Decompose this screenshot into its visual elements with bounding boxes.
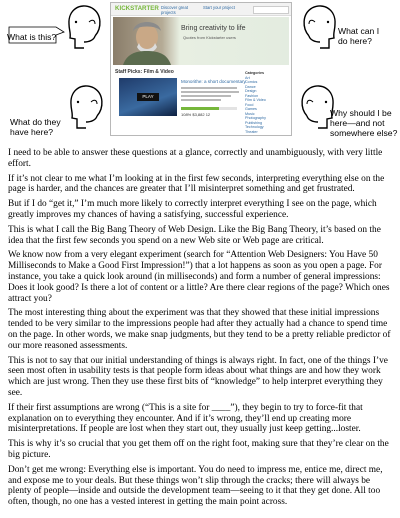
category-link: Photography [245,116,266,120]
paragraph: This is what I call the Big Bang Theory of Web Design. Like the Big Bang Theory, it’s based on the idea that the first few seconds you spend on a new Web site or Web page are critical. [8,224,381,246]
question-what-can-i-do: What can I do here? [338,26,380,46]
head-icon [64,82,108,130]
category-link: Music [245,111,255,116]
text-line [181,99,221,101]
head-icon [298,2,342,50]
hero-tagline: Bring creativity to life [181,25,246,32]
paragraph: This is not to say that our initial understanding of things is always right. In fact, one of the things I’ve seen most often in usability tests is that people form ideas about what things are and how they work which are just wrong. Then they use these first bits of “knowledge” to help interpret everything they see. [8,355,388,398]
question-what-is-this: What is this? [7,32,57,42]
nav-discover: Discover great projects [161,5,188,15]
category-link: Design [245,89,257,93]
paragraph: If it’s not clear to me what I’m looking at in the first few seconds, interpreting everything else on the page is harder, and the chances are greater that I’ll misinterpret something and get frustrated. [8,173,385,195]
category-link: Games [245,107,257,111]
project-title: Monorithe: a short documentary [181,79,246,84]
category-link: Theater [245,129,258,134]
head-icon [62,2,106,50]
text-line [181,87,237,89]
body-text [8,148,394,512]
paragraph: We know now from a very elegant experiment (search for “Attention Web Designers: You Have 50 Milliseconds to Make a Good First Impression!”) that a lot happens as soon as you open a page. For instance, you take a quick look around (in milliseconds) and form a number of general impressions: Does it look good? Is there a lot of content or a little? Are there clear regions of the page? Which ones attract you? [8,250,390,304]
text-line [181,95,231,97]
paragraph: If their first assumptions are wrong (“This is a site for ____”), they begin to try to force-fit that explanation on to everything they encounter. And if it’s wrong, they’ll end up creating more misinterpretations. If people are lost when they start out, they usually just keep getting...loster. [8,402,363,435]
text-line [181,91,239,93]
category-link: Art [245,75,250,80]
category-link: Comics [245,80,258,84]
hero-subtitle: Quotes from Kickstarter users [183,35,236,40]
categories-header: Categories [245,71,265,75]
illustration [0,0,400,140]
categories-list [245,71,285,134]
question-why-here: Why should I be here—and not somewhere else? [330,108,398,138]
website-screenshot [110,2,292,136]
funding-progress [181,107,237,110]
paragraph: This is why it’s so crucial that you get them off on the right foot, making sure that they’re clear on the big picture. [8,439,389,460]
question-what-do-they-have: What do they have here? [10,117,61,137]
nav-start: Start your project [203,5,235,10]
funding-progress-fill [181,107,219,110]
category-link: Fashion [245,93,259,98]
search-input [253,6,289,14]
person-photo [113,17,179,65]
paragraph: The most interesting thing about the experiment was that they showed that these initial impressions tended to be very similar to the impressions people had after they actually had a chance to spend time on the page. In other words, we make snap judgments, but they tend to be a pretty reliable predictor of our more reasoned assessments. [8,308,391,351]
paragraph: But if I do “get it,” I’m much more likely to correctly interpret everything I see on the page, which greatly improves my chances of having a satisfying, successful experience. [8,199,377,220]
category-link: Dance [245,84,256,89]
paragraph: Don’t get me wrong: Everything else is important. You do need to impress me, entice me, direct me, and expose me to your deals. But these things won’t slip through the cracks; there will always be plenty of people—inside and outside the development team—seeing to it that they get done. All too often, though, no one has a vested interest in getting the main point across. [8,464,383,508]
project-stats: 108% $3,882 12 [181,112,211,117]
category-link: Food [245,102,254,107]
staff-picks-heading: Staff Picks: Film & Video [115,69,174,75]
site-logo: KICKSTARTER [115,5,159,12]
play-button: PLAY [137,93,159,101]
category-link: Film & Video [245,98,266,102]
category-link: Publishing [245,120,263,125]
category-link: Technology [245,125,264,129]
paragraph: I need to be able to answer these questions at a glance, correctly and unambiguously, with very little effort. [8,148,383,169]
